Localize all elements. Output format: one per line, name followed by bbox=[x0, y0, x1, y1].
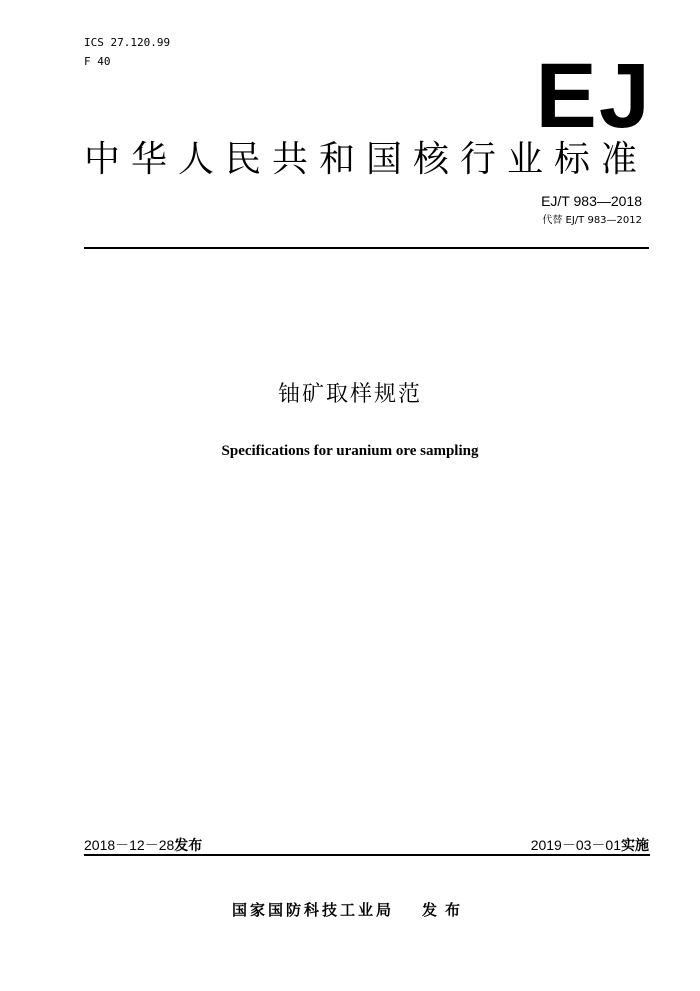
issue-date-line bbox=[84, 836, 202, 855]
document-title-chinese: 铀矿取样规范 bbox=[277, 382, 422, 407]
ej-logo: EJ bbox=[535, 45, 652, 147]
standard-title: 中华人民共和国核行业标准 bbox=[84, 139, 649, 180]
replaces-standard: 代替 EJ/T 983—2012 bbox=[542, 215, 642, 226]
header-divider bbox=[84, 247, 649, 249]
implementation-label: 实施 bbox=[621, 838, 649, 854]
standard-code: EJ/T 983—2018 bbox=[541, 193, 642, 209]
classification-code: F 40 bbox=[84, 55, 111, 68]
footer-divider bbox=[84, 854, 650, 856]
issuer-name: 国家国防科技工业局 bbox=[231, 901, 394, 919]
ics-code: ICS 27.120.99 bbox=[84, 36, 171, 49]
document-title-english: Specifications for uranium ore sampling bbox=[221, 443, 479, 459]
implementation-date-line bbox=[531, 836, 649, 855]
issue-date: 2018－12－28 bbox=[84, 837, 175, 853]
implementation-date: 2019－03－01 bbox=[530, 837, 621, 853]
issuing-authority bbox=[0, 899, 700, 921]
issue-label: 发布 bbox=[174, 838, 203, 854]
issue-verb: 发布 bbox=[422, 901, 469, 919]
